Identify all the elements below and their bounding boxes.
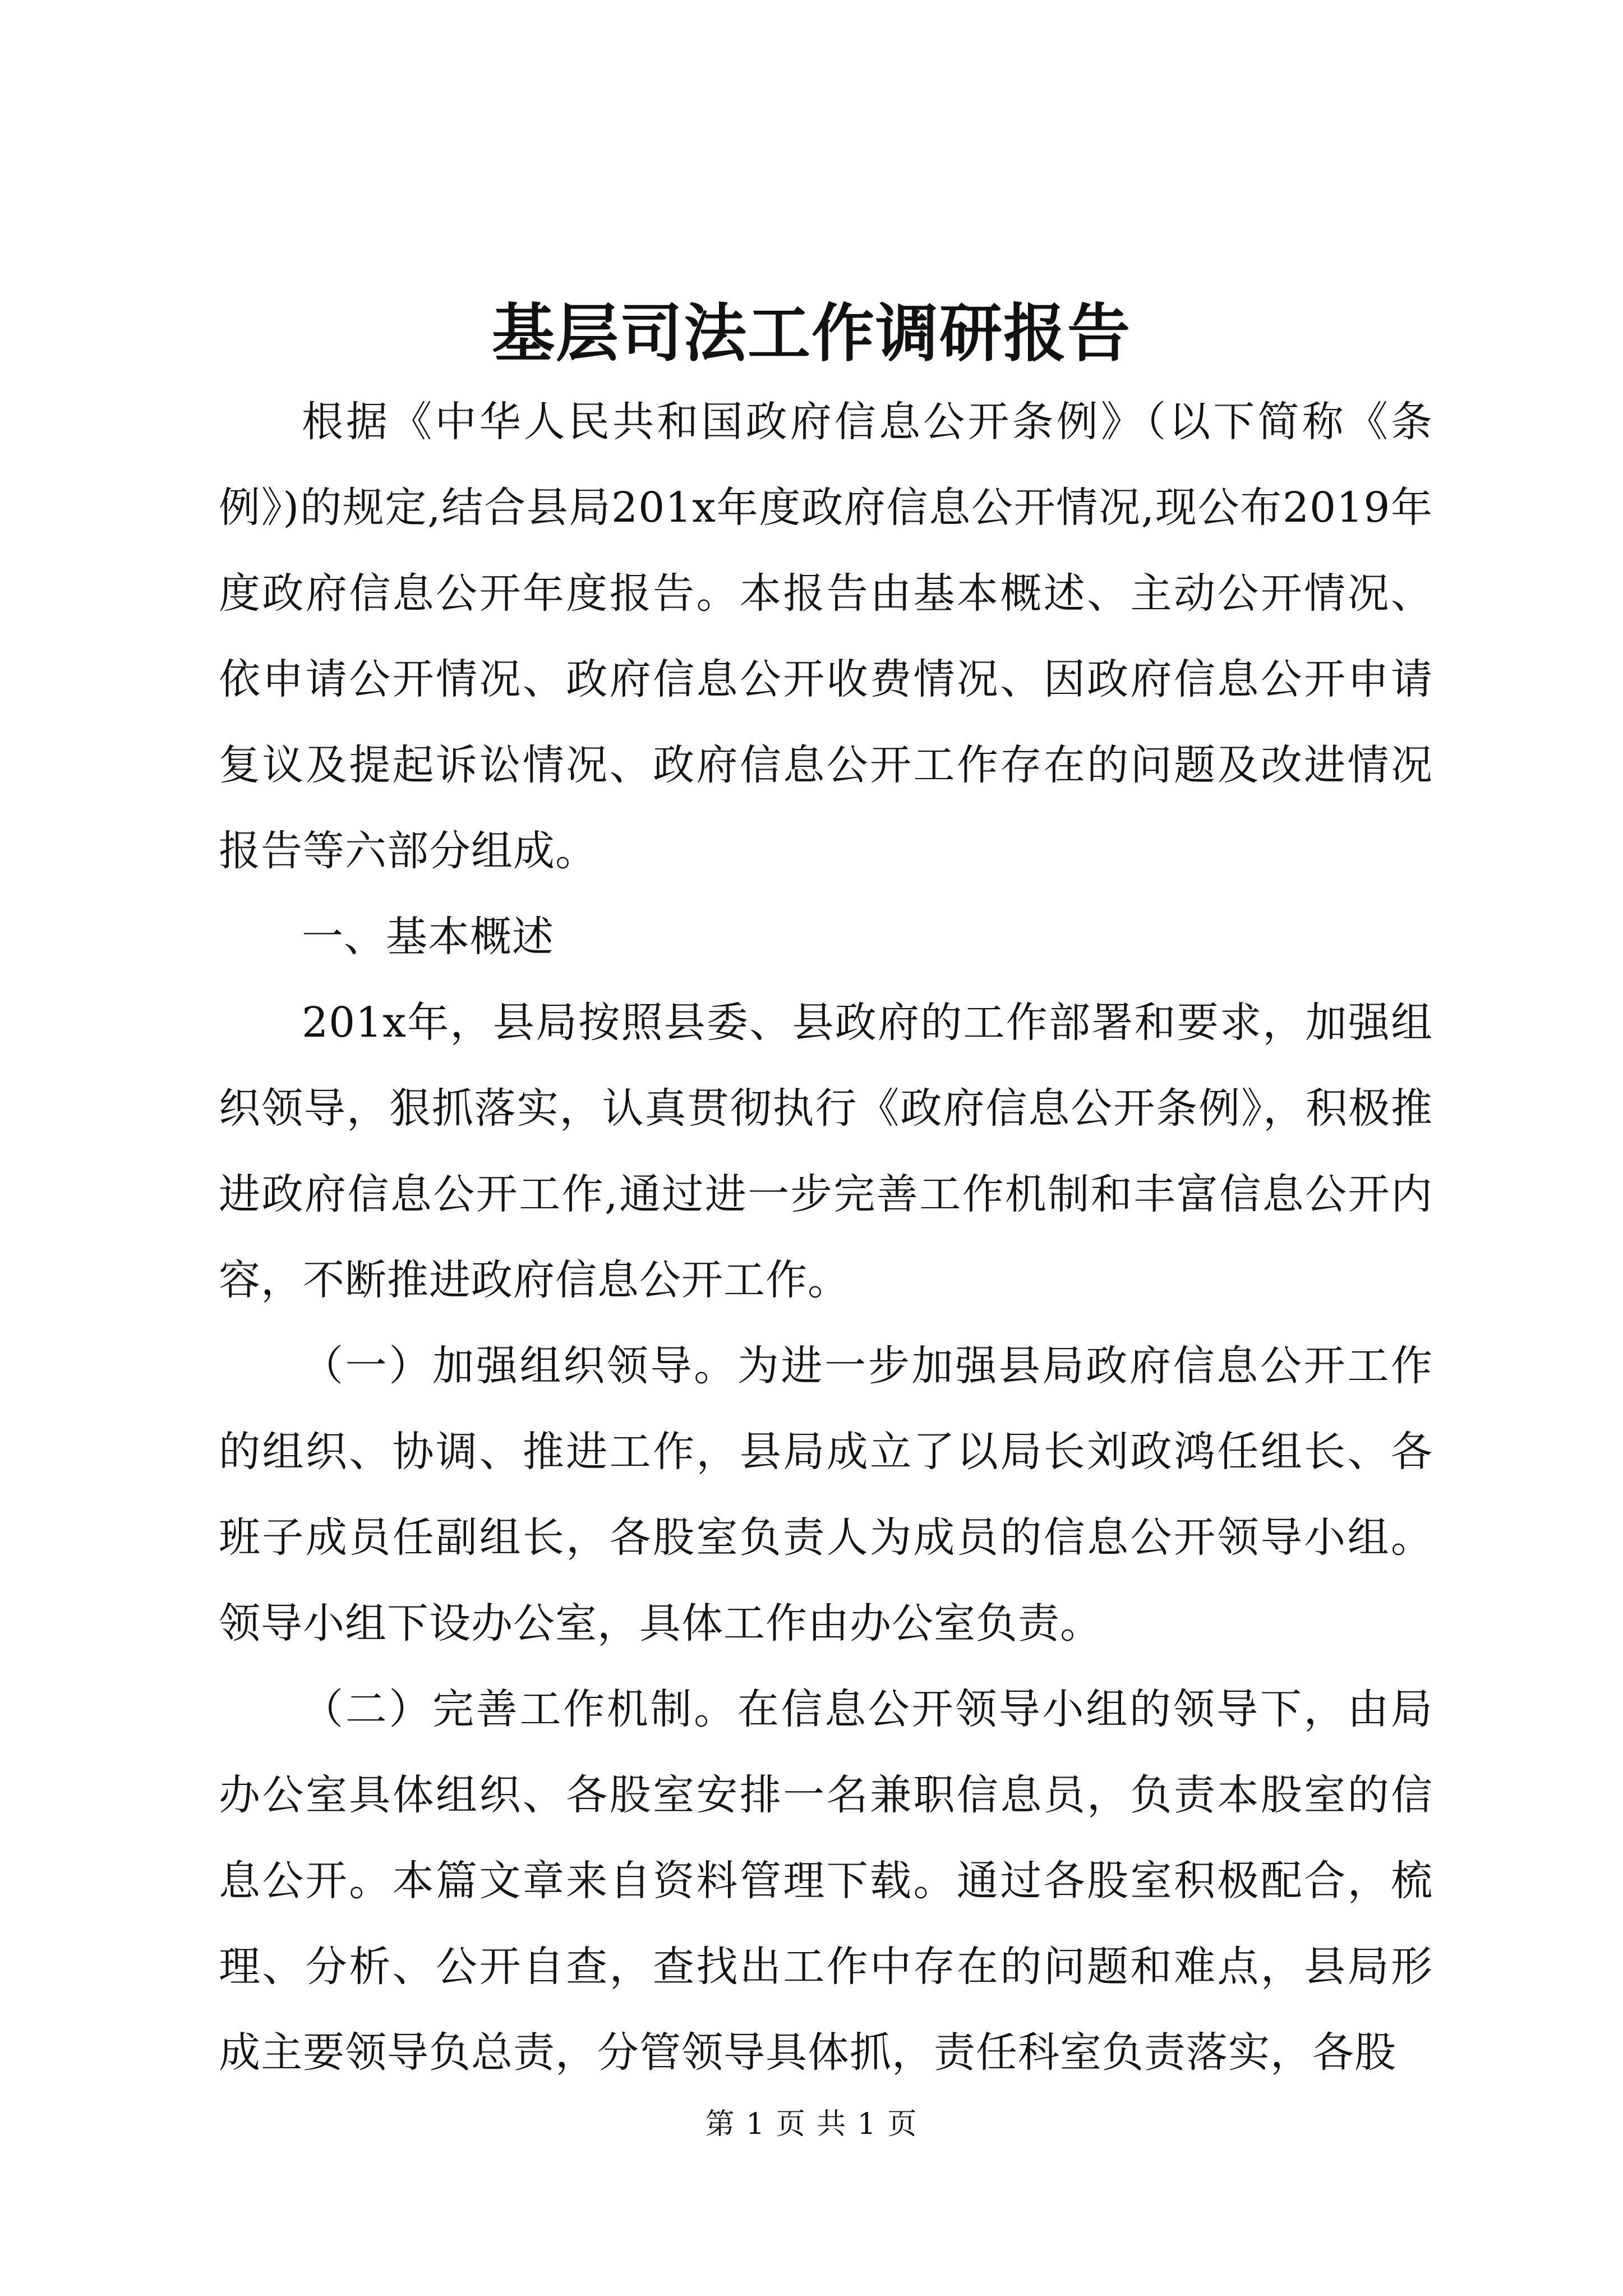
page-footer: 第 1 页 共 1 页	[705, 2108, 918, 2141]
section-heading-overview: 一、基本概述	[302, 913, 554, 961]
document-body	[219, 379, 1433, 2096]
paragraph-organization: （一）加强组织领导。为进一步加强县局政府信息公开工作的组织、协调、推进工作，县局成立了以局长刘政鸿任组长、各班子成员任副组长，各股室负责人为成员的信息公开领导小组。领导小组下设办公室，具体工作由办公室负责。	[219, 1342, 1433, 1648]
document-title: 基层司法工作调研报告	[492, 297, 1131, 370]
paragraph-intro: 根据《中华人民共和国政府信息公开条例》（以下简称《条例》)的规定,结合县局201x年度政府信息公开情况,现公布2019年度政府信息公开年度报告。本报告由基本概述、主动公开情况、依申请公开情况、政府信息公开收费情况、因政府信息公开申请复议及提起诉讼情况、政府信息公开工作存在的问题及改进情况报告等六部分组成。	[219, 398, 1433, 875]
paragraph-mechanism: （二）完善工作机制。在信息公开领导小组的领导下，由局办公室具体组织、各股室安排一名兼职信息员，负责本股室的信息公开。本篇文章来自资料管理下载。通过各股室积极配合，梳理、分析、公开自查，查找出工作中存在的问题和难点，县局形成主要领导负总责，分管领导具体抓，责任科室负责落实，各股	[219, 1685, 1433, 2077]
paragraph-overview: 201x年，县局按照县委、县政府的工作部署和要求，加强组织领导，狠抓落实，认真贯彻执行《政府信息公开条例》，积极推进政府信息公开工作,通过进一步完善工作机制和丰富信息公开内容，不断推进政府信息公开工作。	[219, 999, 1433, 1304]
